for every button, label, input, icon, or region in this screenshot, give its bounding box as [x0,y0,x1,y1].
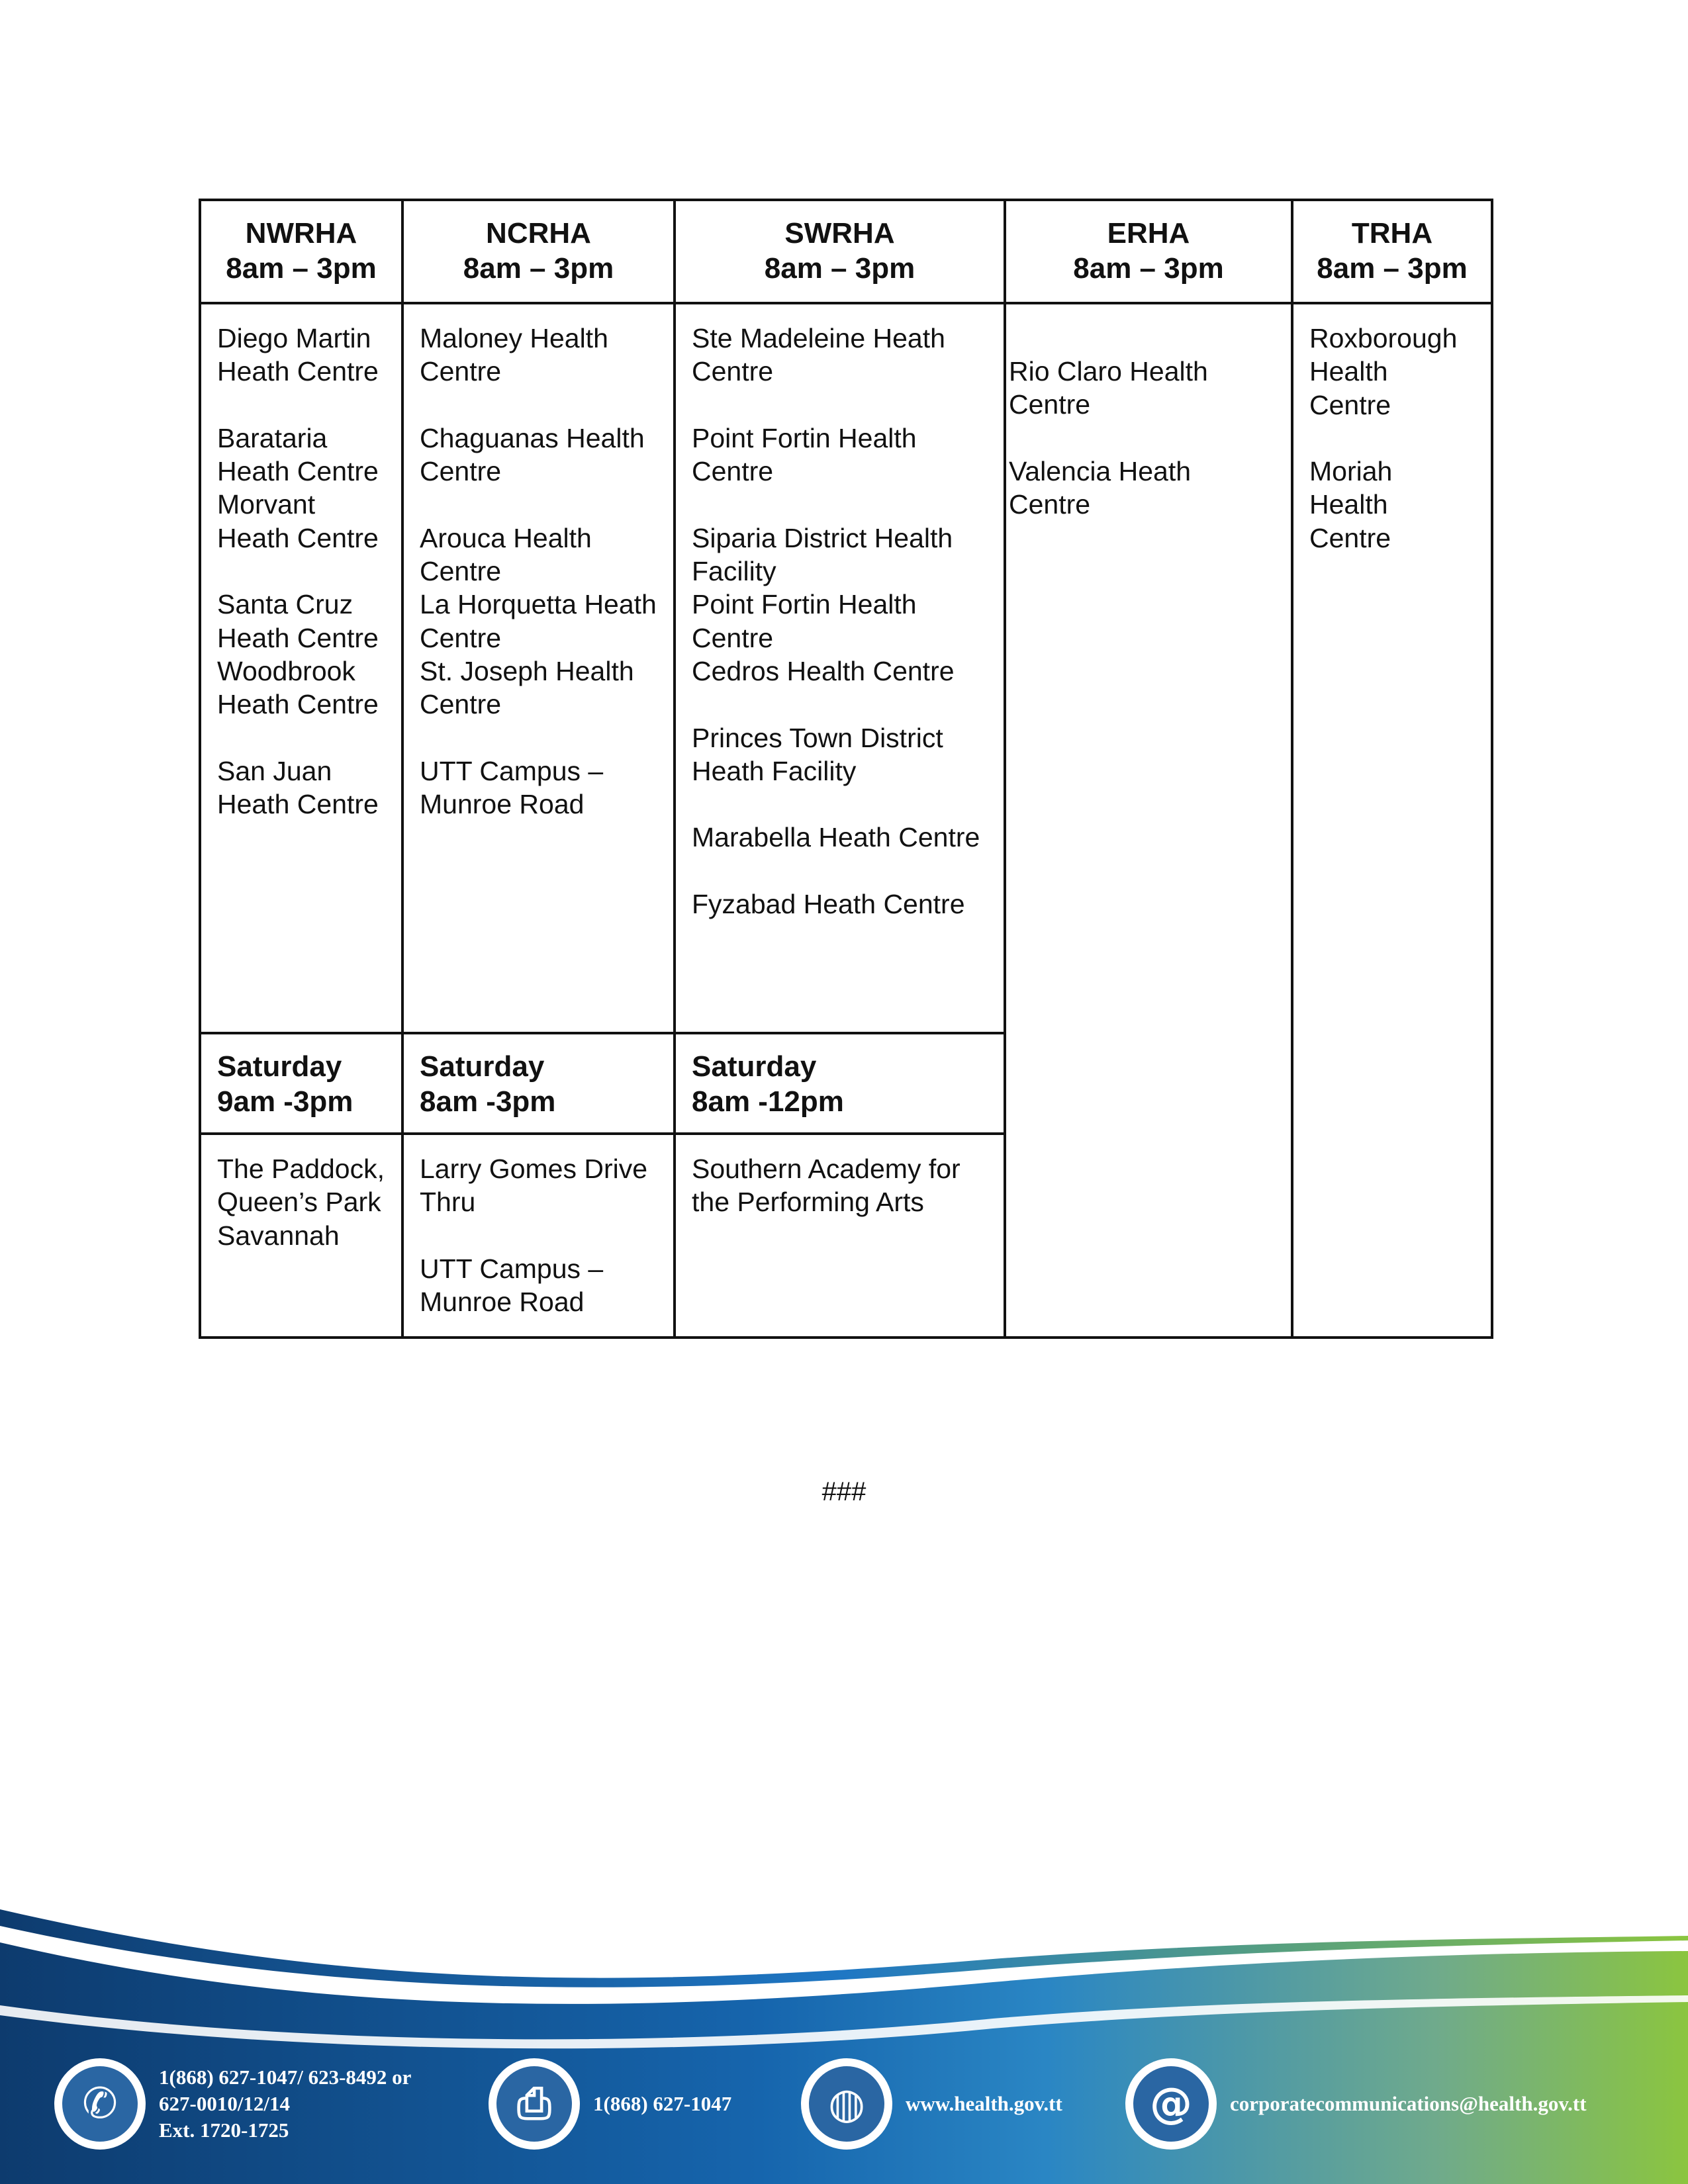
site-item: Princes Town District Heath Facility [692,722,943,786]
swrha-saturday-header: Saturday 8am -12pm [675,1033,1005,1134]
site-item: Barataria Heath Centre [217,422,379,487]
nwrha-saturday-header: Saturday 9am -3pm [200,1033,402,1134]
phone-line: Ext. 1720-1725 [159,2118,289,2142]
site-item: Santa Cruz Heath Centre [217,589,379,653]
footer-banner [0,1886,1688,2184]
fax-icon: ⎙ [489,2058,580,2150]
erha-sites [1005,303,1292,1338]
ncrha-saturday-sites [402,1134,675,1338]
fax-contact [489,2058,731,2150]
email-contact[interactable] [1125,2058,1587,2150]
site-item: Diego Martin Heath Centre [217,323,379,387]
globe-icon: ◍ [801,2058,892,2150]
site-item: Morvant Heath Centre [217,489,379,553]
site-item: Maloney Health Centre [420,323,608,387]
phone-contact [54,2058,411,2150]
ncrha-saturday-header: Saturday 8am -3pm [402,1033,675,1134]
trha-sites [1292,303,1492,1338]
email-link[interactable]: corporatecommunications@health.gov.tt [1230,2092,1587,2115]
end-marker: ### [821,1477,867,1506]
site-item: Fyzabad Heath Centre [692,889,965,920]
site-item: St. Joseph Health Centre [420,655,634,720]
nwrha-saturday-sites [200,1134,402,1338]
website-link[interactable]: www.health.gov.tt [906,2092,1062,2115]
swrha-sites [675,303,1005,1033]
vaccination-schedule-table [199,199,1493,1339]
site-item: UTT Campus – Munroe Road [420,755,604,820]
site-item: Moriah Health Centre [1309,456,1393,553]
phone-icon: ✆ [54,2058,146,2150]
site-item: Larry Gomes Drive Thru [420,1154,648,1218]
erha-header: ERHA 8am – 3pm [1005,200,1292,303]
fax-number: 1(868) 627-1047 [593,2092,732,2115]
site-item: Chaguanas Health Centre [420,422,645,487]
nwrha-header: NWRHA 8am – 3pm [200,200,402,303]
site-item: UTT Campus – Munroe Road [420,1253,604,1318]
website-contact[interactable] [801,2058,1062,2150]
site-item: Ste Madeleine Heath Centre [692,323,945,387]
weekday-row [200,303,1492,1033]
site-item: La Horquetta Heath Centre [420,589,657,653]
site-item: Cedros Health Centre [692,655,955,686]
site-item: Southern Academy for the Performing Arts [692,1154,961,1218]
header-row [200,200,1492,303]
ncrha-sites [402,303,675,1033]
swrha-saturday-sites [675,1134,1005,1338]
ncrha-header: NCRHA 8am – 3pm [402,200,675,303]
site-item: The Paddock, Queen’s Park Savannah [217,1154,385,1251]
phone-line: 1(868) 627-1047/ 623-8492 or [159,2066,412,2089]
site-item: Point Fortin Health Centre [692,422,917,487]
trha-header: TRHA 8am – 3pm [1292,200,1492,303]
nwrha-sites [200,303,402,1033]
site-item: Siparia District Health Facility [692,522,953,587]
site-item: Valencia Heath Centre [1009,455,1192,520]
site-item: Point Fortin Health Centre [692,589,917,653]
swrha-header: SWRHA 8am – 3pm [675,200,1005,303]
site-item: Woodbrook Heath Centre [217,655,379,720]
site-item: Roxborough Health Centre [1309,323,1458,420]
site-item: San Juan Heath Centre [217,755,379,820]
email-icon: @ [1125,2058,1217,2150]
site-item: Marabella Heath Centre [692,822,980,853]
site-item: Arouca Health Centre [420,522,592,587]
site-item: Rio Claro Health Centre [1009,356,1208,420]
phone-line: 627-0010/12/14 [159,2092,291,2115]
